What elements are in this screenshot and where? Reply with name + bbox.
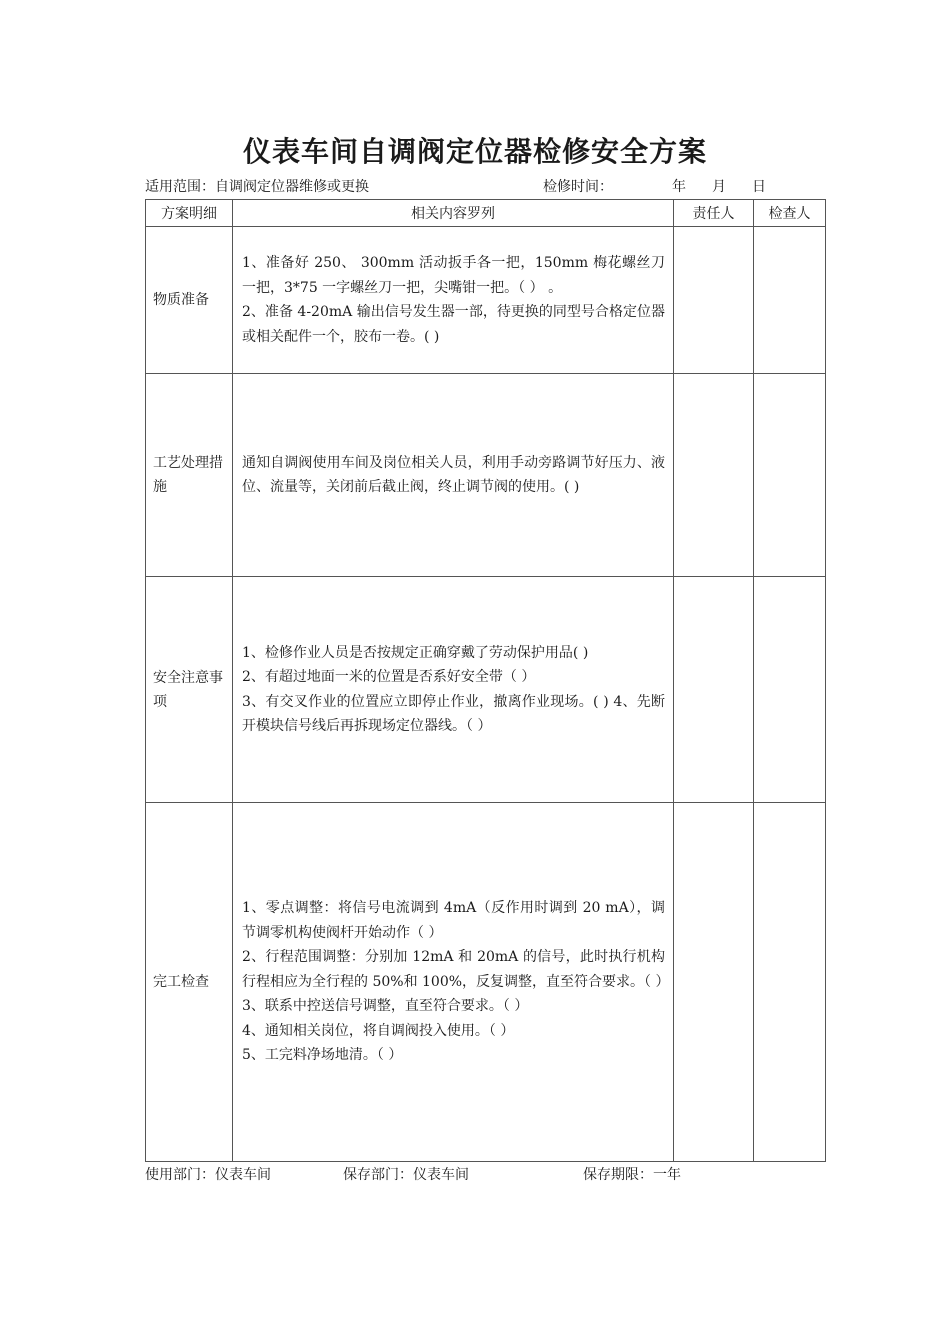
content-line: 2、行程范围调整：分别加 12mA 和 20mA 的信号，此时执行机构行程相应为全行程的 50%和 100%，反复调整，直至符合要求。（ ） — [242, 949, 670, 990]
content-line: 3、有交叉作业的位置应立即停止作业，撤离作业现场。( ) 4、先断开模块信号线后再拆现场定位器线。（ ） — [242, 693, 665, 734]
year-label: 年 — [672, 179, 686, 195]
footer-line — [145, 1163, 825, 1187]
table-row — [146, 227, 826, 374]
keeping-department: 保存部门：仪表车间 — [343, 1167, 469, 1183]
checker-cell[interactable] — [754, 803, 826, 1162]
header-checker: 检查人 — [754, 200, 826, 227]
category-cell: 安全注意事项 — [146, 577, 233, 803]
checker-cell[interactable] — [754, 577, 826, 803]
table-row — [146, 577, 826, 803]
content-line: 2、有超过地面一米的位置是否系好安全带（ ） — [242, 669, 536, 685]
content-line: 5、工完料净场地清。（ ） — [242, 1047, 403, 1064]
checker-cell[interactable] — [754, 227, 826, 374]
responsible-cell[interactable] — [674, 577, 754, 803]
responsible-cell[interactable] — [674, 374, 754, 577]
header-row — [146, 200, 826, 227]
content-cell — [233, 227, 674, 374]
header-content: 相关内容罗列 — [233, 200, 674, 227]
table-row — [146, 803, 826, 1162]
document-title: 仪表车间自调阀定位器检修安全方案 — [242, 135, 707, 168]
checker-cell[interactable] — [754, 374, 826, 577]
content-line: 3、联系中控送信号调整，直至符合要求。（ ） — [242, 998, 529, 1015]
header-responsible: 责任人 — [674, 200, 754, 227]
content-line: 1、检修作业人员是否按规定正确穿戴了劳动保护用品( ) — [242, 644, 589, 661]
category-cell: 物质准备 — [146, 227, 233, 374]
responsible-cell[interactable] — [674, 227, 754, 374]
day-label: 日 — [752, 179, 766, 195]
content-line: 1、准备好 250、 300mm 活动扳手各一把，150mm 梅花螺丝刀一把，3*75 一字螺丝刀一把，尖嘴钳一把。（ ） 。 — [242, 255, 665, 296]
content-line: 1、零点调整：将信号电流调到 4mA（反作用时调到 20 mA），调节调零机构使阀杆开始动作（ ） — [242, 900, 665, 941]
category-cell: 工艺处理措施 — [146, 374, 233, 577]
content-cell — [233, 803, 674, 1162]
content-cell — [233, 577, 674, 803]
content-line: 2、准备 4-20mA 输出信号发生器一部，待更换的同型号合格定位器或相关配件一个，胶布一卷。( ) — [242, 304, 665, 345]
inspection-time-label: 检修时间： — [543, 179, 613, 195]
responsible-cell[interactable] — [674, 803, 754, 1162]
meta-line — [145, 176, 825, 198]
table-row — [146, 374, 826, 577]
content-cell — [233, 374, 674, 577]
retention-period: 保存期限：一年 — [583, 1167, 681, 1183]
header-plan-detail: 方案明细 — [146, 200, 233, 227]
using-department: 使用部门：仪表车间 — [145, 1167, 271, 1183]
category-cell: 完工检查 — [146, 803, 233, 1162]
month-label: 月 — [712, 179, 726, 195]
plan-table — [145, 199, 826, 1162]
content-line: 通知自调阀使用车间及岗位相关人员，利用手动旁路调节好压力、液位、流量等，关闭前后截止阀，终止调节阀的使用。( ) — [242, 454, 665, 495]
content-line: 4、通知相关岗位，将自调阀投入使用。（ ） — [242, 1022, 515, 1039]
scope-text: 适用范围：自调阀定位器维修或更换 — [145, 179, 369, 195]
